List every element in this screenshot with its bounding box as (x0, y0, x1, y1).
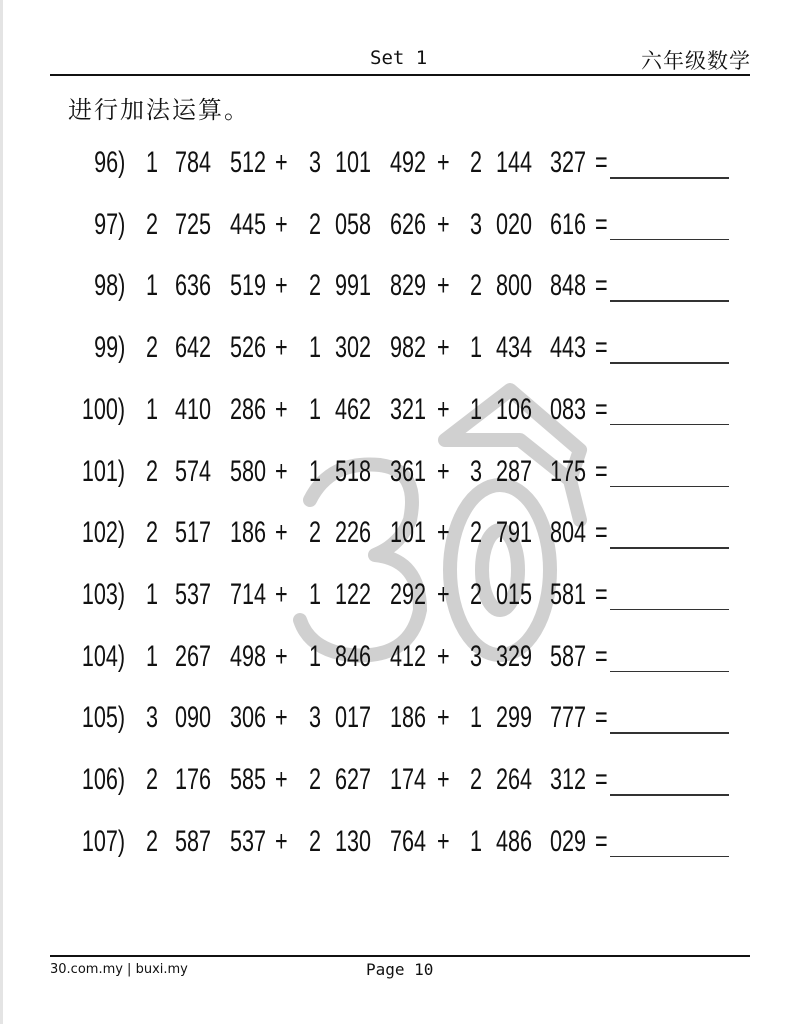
plus-sign: + (437, 577, 450, 611)
addend-a-digits: 574 (175, 454, 212, 488)
plus-sign: + (275, 331, 288, 365)
equals-sign: = (595, 207, 608, 241)
addend-c-digits: 1 (470, 701, 483, 735)
problem-number: 101) (81, 454, 125, 488)
addend-c-digits: 3 (470, 639, 483, 673)
addend-b-digits: 982 (390, 331, 427, 365)
plus-sign: + (275, 763, 288, 796)
addend-c-digits: 581 (550, 577, 587, 611)
addend-b-digits: 174 (390, 763, 427, 796)
plus-sign: + (275, 146, 288, 179)
plus-sign: + (275, 701, 288, 735)
addend-c-digits: 287 (496, 454, 533, 488)
answer-blank[interactable] (610, 856, 729, 858)
problem-number: 106) (81, 763, 125, 796)
equals-sign: = (595, 269, 608, 303)
instruction-title: 进行加法运算。 (68, 96, 250, 124)
plus-sign: + (275, 516, 288, 550)
addend-a-digits: 1 (146, 146, 159, 179)
equals-sign: = (595, 392, 608, 426)
addend-b-digits: 017 (335, 701, 372, 735)
plus-sign: + (437, 763, 450, 796)
addend-c-digits: 144 (496, 146, 533, 179)
addend-c-digits: 2 (470, 577, 483, 611)
equals-sign: = (595, 146, 608, 179)
addend-b-digits: 1 (309, 577, 322, 611)
addend-a-digits: 725 (175, 207, 212, 241)
addend-a-digits: 537 (175, 577, 212, 611)
addend-c-digits: 2 (470, 146, 483, 179)
answer-blank[interactable] (610, 239, 729, 241)
addend-a-digits: 512 (230, 146, 267, 179)
addend-a-digits: 517 (175, 516, 212, 550)
addend-b-digits: 2 (309, 824, 322, 858)
addend-b-digits: 101 (390, 516, 427, 550)
plus-sign: + (437, 516, 450, 550)
problem-number: 104) (81, 639, 125, 673)
addend-c-digits: 848 (550, 269, 587, 303)
addend-b-digits: 361 (390, 454, 427, 488)
addend-b-digits: 1 (309, 392, 322, 426)
addend-b-digits: 492 (390, 146, 427, 179)
addend-a-digits: 306 (230, 701, 267, 735)
addend-c-digits: 587 (550, 639, 587, 673)
addend-b-digits: 846 (335, 639, 372, 673)
answer-blank[interactable] (610, 547, 729, 549)
addend-b-digits: 518 (335, 454, 372, 488)
plus-sign: + (275, 824, 288, 858)
equals-sign: = (595, 577, 608, 611)
problem-row (0, 824, 795, 864)
problem-number: 96) (93, 146, 125, 179)
problem-row (0, 145, 795, 185)
addend-c-digits: 175 (550, 454, 587, 488)
problem-number: 103) (81, 577, 125, 611)
addend-c-digits: 2 (470, 763, 483, 796)
addend-b-digits: 226 (335, 516, 372, 550)
equals-sign: = (595, 331, 608, 365)
addend-c-digits: 434 (496, 331, 533, 365)
addend-b-digits: 101 (335, 146, 372, 179)
plus-sign: + (437, 269, 450, 303)
addend-a-digits: 1 (146, 392, 159, 426)
addend-a-digits: 2 (146, 824, 159, 858)
addend-c-digits: 327 (550, 146, 587, 179)
plus-sign: + (437, 146, 450, 179)
addend-b-digits: 626 (390, 207, 427, 241)
addend-b-digits: 2 (309, 763, 322, 796)
addend-a-digits: 526 (230, 331, 267, 365)
answer-blank[interactable] (610, 486, 729, 488)
problem-number: 97) (93, 207, 125, 241)
addend-a-digits: 1 (146, 639, 159, 673)
addend-b-digits: 058 (335, 207, 372, 241)
answer-blank[interactable] (610, 300, 729, 302)
addend-b-digits: 412 (390, 639, 427, 673)
addend-b-digits: 627 (335, 763, 372, 796)
addend-a-digits: 587 (175, 824, 212, 858)
addend-b-digits: 462 (335, 392, 372, 426)
addend-b-digits: 1 (309, 639, 322, 673)
addend-a-digits: 2 (146, 331, 159, 365)
equals-sign: = (595, 763, 608, 796)
problem-number: 102) (81, 516, 125, 550)
addend-a-digits: 642 (175, 331, 212, 365)
addend-b-digits: 2 (309, 207, 322, 241)
plus-sign: + (275, 207, 288, 241)
answer-blank[interactable] (610, 609, 729, 611)
addend-c-digits: 3 (470, 207, 483, 241)
addend-b-digits: 186 (390, 701, 427, 735)
answer-blank[interactable] (610, 732, 729, 734)
addend-a-digits: 2 (146, 454, 159, 488)
plus-sign: + (437, 331, 450, 365)
plus-sign: + (437, 454, 450, 488)
answer-blank[interactable] (610, 424, 729, 426)
addend-a-digits: 585 (230, 763, 267, 796)
addend-a-digits: 410 (175, 392, 212, 426)
problem-number: 105) (81, 701, 125, 735)
addend-a-digits: 3 (146, 701, 159, 735)
equals-sign: = (595, 516, 608, 550)
equals-sign: = (595, 639, 608, 673)
addend-b-digits: 302 (335, 331, 372, 365)
footer-rule (50, 955, 750, 957)
addend-a-digits: 784 (175, 146, 212, 179)
addend-c-digits: 804 (550, 516, 587, 550)
addend-c-digits: 329 (496, 639, 533, 673)
answer-blank[interactable] (610, 671, 729, 673)
answer-blank[interactable] (610, 177, 729, 179)
addend-b-digits: 130 (335, 824, 372, 858)
addend-c-digits: 616 (550, 207, 587, 241)
plus-sign: + (275, 269, 288, 303)
addend-b-digits: 3 (309, 146, 322, 179)
addend-c-digits: 106 (496, 392, 533, 426)
equals-sign: = (595, 454, 608, 488)
plus-sign: + (437, 207, 450, 241)
problem-row (0, 700, 795, 740)
addend-a-digits: 090 (175, 701, 212, 735)
plus-sign: + (437, 392, 450, 426)
addend-c-digits: 443 (550, 331, 587, 365)
addend-c-digits: 264 (496, 763, 533, 796)
addend-b-digits: 3 (309, 701, 322, 735)
plus-sign: + (437, 701, 450, 735)
problem-number: 99) (93, 331, 125, 365)
answer-blank[interactable] (610, 362, 729, 364)
addend-b-digits: 764 (390, 824, 427, 858)
addend-c-digits: 029 (550, 824, 587, 858)
addend-a-digits: 519 (230, 269, 267, 303)
answer-blank[interactable] (610, 794, 729, 796)
equals-sign: = (595, 824, 608, 858)
addend-a-digits: 537 (230, 824, 267, 858)
plus-sign: + (275, 577, 288, 611)
plus-sign: + (437, 824, 450, 858)
problem-row (0, 392, 795, 432)
problem-number: 98) (93, 269, 125, 303)
addend-a-digits: 498 (230, 639, 267, 673)
addend-c-digits: 800 (496, 269, 533, 303)
problem-row (0, 762, 795, 802)
addend-a-digits: 580 (230, 454, 267, 488)
addend-a-digits: 714 (230, 577, 267, 611)
header-rule (50, 74, 750, 76)
addend-a-digits: 1 (146, 577, 159, 611)
subject-label: 六年级数学 (641, 49, 751, 73)
problem-row (0, 515, 795, 555)
problem-number: 107) (81, 824, 125, 858)
addend-b-digits: 122 (335, 577, 372, 611)
addend-b-digits: 321 (390, 392, 427, 426)
addend-a-digits: 186 (230, 516, 267, 550)
plus-sign: + (275, 639, 288, 673)
addend-c-digits: 2 (470, 269, 483, 303)
addend-b-digits: 2 (309, 516, 322, 550)
addend-a-digits: 267 (175, 639, 212, 673)
plus-sign: + (275, 454, 288, 488)
addend-b-digits: 829 (390, 269, 427, 303)
footer-site: 30.com.my | buxi.my (50, 962, 188, 977)
problem-row (0, 330, 795, 370)
addend-b-digits: 292 (390, 577, 427, 611)
plus-sign: + (275, 392, 288, 426)
addend-c-digits: 015 (496, 577, 533, 611)
addend-c-digits: 777 (550, 701, 587, 735)
addend-a-digits: 176 (175, 763, 212, 796)
addend-c-digits: 1 (470, 824, 483, 858)
addend-a-digits: 1 (146, 269, 159, 303)
addend-c-digits: 2 (470, 516, 483, 550)
problem-number: 100) (81, 392, 125, 426)
addend-c-digits: 3 (470, 454, 483, 488)
addend-a-digits: 636 (175, 269, 212, 303)
problem-row (0, 577, 795, 617)
plus-sign: + (437, 639, 450, 673)
addend-c-digits: 020 (496, 207, 533, 241)
addend-b-digits: 1 (309, 454, 322, 488)
addend-c-digits: 791 (496, 516, 533, 550)
set-label: Set 1 (370, 47, 428, 69)
footer-page-number: Page 10 (366, 960, 434, 979)
problem-row (0, 639, 795, 679)
problem-row (0, 268, 795, 308)
addend-a-digits: 445 (230, 207, 267, 241)
addend-b-digits: 1 (309, 331, 322, 365)
addend-a-digits: 2 (146, 207, 159, 241)
problem-row (0, 207, 795, 247)
addend-c-digits: 486 (496, 824, 533, 858)
addend-c-digits: 299 (496, 701, 533, 735)
addend-c-digits: 083 (550, 392, 587, 426)
addend-c-digits: 312 (550, 763, 587, 796)
addend-c-digits: 1 (470, 392, 483, 426)
addend-b-digits: 991 (335, 269, 372, 303)
addend-b-digits: 2 (309, 269, 322, 303)
addend-a-digits: 2 (146, 763, 159, 796)
addend-a-digits: 2 (146, 516, 159, 550)
equals-sign: = (595, 701, 608, 735)
addend-a-digits: 286 (230, 392, 267, 426)
problem-row (0, 454, 795, 494)
addend-c-digits: 1 (470, 331, 483, 365)
